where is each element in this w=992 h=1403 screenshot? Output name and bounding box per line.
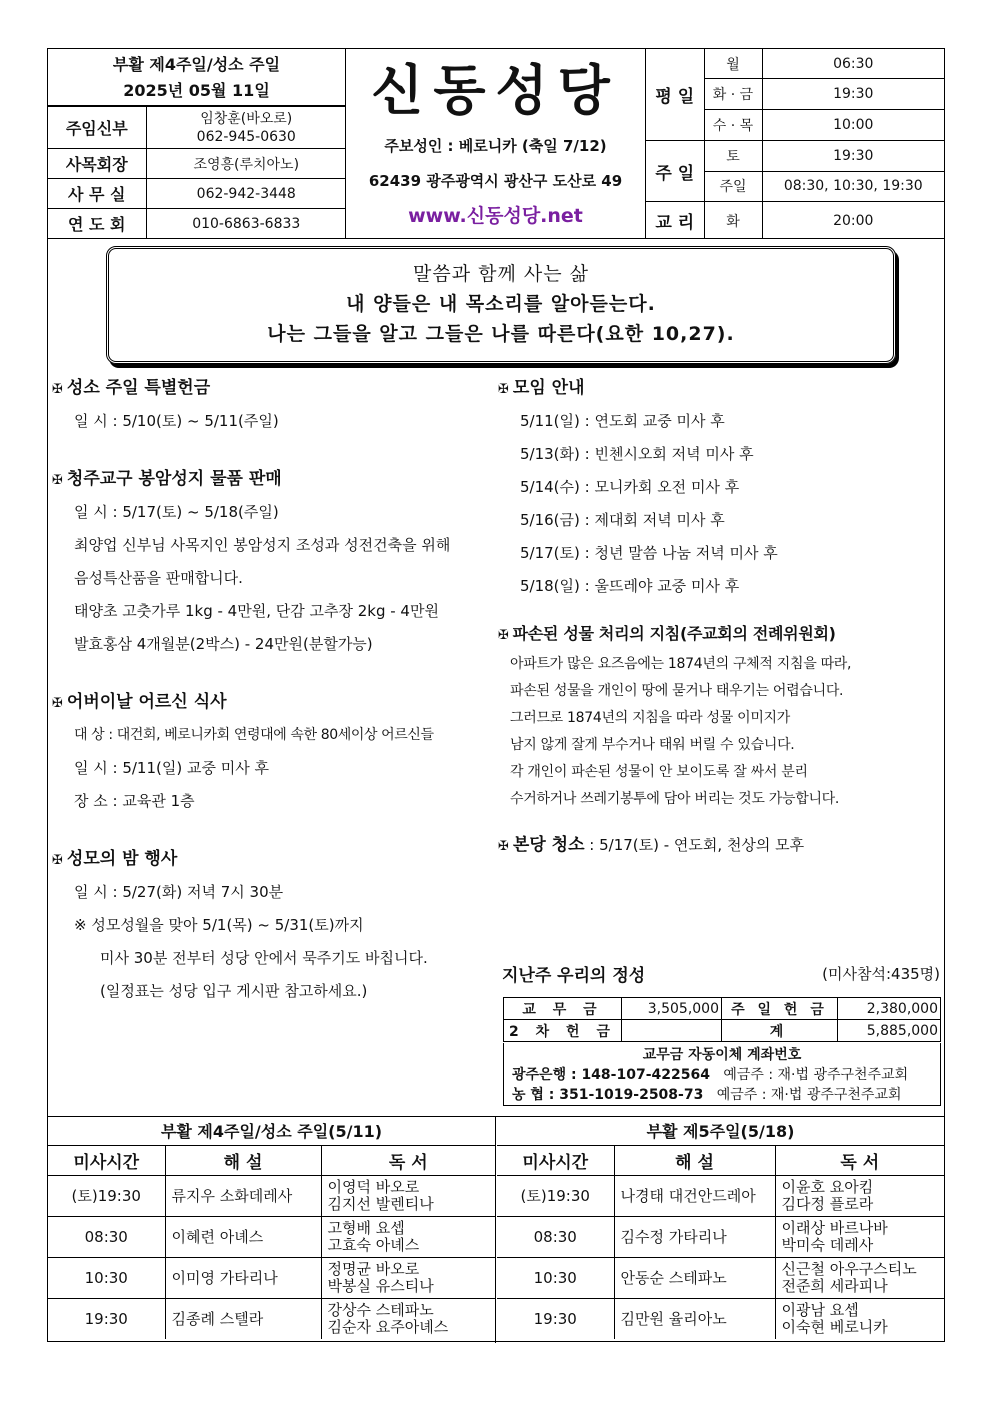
reader: 강상수 스테파노 bbox=[327, 1300, 434, 1319]
bank-account: 농 협 : 351-1019-2508-73 bbox=[512, 1087, 704, 1103]
cross-icon: ✠ bbox=[498, 628, 509, 643]
mass-time: 10:30 bbox=[48, 1257, 165, 1298]
col-header: 독 서 bbox=[321, 1145, 495, 1175]
readers bbox=[321, 1257, 495, 1298]
schedule-day: 월 bbox=[704, 49, 762, 79]
schedule-day: 화 bbox=[704, 202, 762, 239]
col-header: 해 설 bbox=[165, 1145, 321, 1175]
header-title-block bbox=[346, 49, 646, 239]
cleaning-notice bbox=[498, 829, 944, 863]
guideline-line: 파손된 성물을 개인이 땅에 묻거나 태우기는 어렵습니다. bbox=[510, 683, 844, 699]
reader: 고효숙 아녜스 bbox=[327, 1235, 420, 1254]
account-row bbox=[504, 1085, 940, 1105]
section-title bbox=[498, 373, 944, 405]
notice-line: 대 상 : 대건회, 베로니카회 연령대에 속한 80세이상 어르신들 bbox=[74, 727, 434, 743]
offering-total: 5,885,000 bbox=[838, 1020, 941, 1042]
attendance-count: (미사참석:435명) bbox=[822, 965, 940, 983]
roster-row bbox=[497, 1175, 944, 1216]
notice-line: 장 소 : 교육관 1층 bbox=[74, 792, 195, 810]
commentator: 류지우 소화데레사 bbox=[165, 1175, 321, 1216]
info-value bbox=[146, 107, 346, 149]
readers bbox=[321, 1216, 495, 1257]
schedule-day: 화 · 금 bbox=[704, 79, 762, 110]
notice-line: 음성특산품을 판매합니다. bbox=[74, 569, 243, 587]
offering-amount: 3,505,000 bbox=[622, 998, 722, 1020]
commentator: 이미영 가타리나 bbox=[165, 1257, 321, 1298]
offering-amount bbox=[622, 1020, 722, 1042]
readers bbox=[775, 1257, 944, 1298]
scripture-banner bbox=[106, 246, 896, 364]
guideline-line: 수거하거나 쓰레기봉투에 담아 버리는 것도 가능합니다. bbox=[510, 791, 840, 807]
guideline-line: 각 개인이 파손된 성물이 안 보이도록 잘 싸서 분리 bbox=[510, 764, 808, 780]
cross-icon: ✠ bbox=[498, 839, 509, 854]
offering-label: 계 bbox=[722, 1020, 838, 1042]
guideline-line: 남지 않게 잘게 부수거나 태워 버릴 수 있습니다. bbox=[510, 737, 795, 753]
bulletin-date: 2025년 05월 11일 bbox=[123, 81, 270, 100]
schedule-time: 08:30, 10:30, 19:30 bbox=[762, 171, 944, 202]
roster-week-2 bbox=[497, 1117, 944, 1343]
yeondo-phone: 010-6863-6833 bbox=[146, 209, 346, 239]
reader: 정명균 바오로 bbox=[327, 1259, 420, 1278]
account-title: 교무금 자동이체 계좌번호 bbox=[642, 1047, 802, 1063]
mass-schedule-table bbox=[646, 49, 944, 239]
bulletin-page bbox=[47, 48, 945, 1342]
meeting-item: 5/11(일) : 연도회 교중 미사 후 bbox=[520, 412, 725, 430]
autopay-accounts bbox=[503, 1043, 941, 1106]
offering-amount: 2,380,000 bbox=[838, 998, 941, 1020]
commentator: 이혜련 아녜스 bbox=[165, 1216, 321, 1257]
notice-line: 일 시 : 5/10(토) ~ 5/11(주일) bbox=[74, 412, 279, 430]
col-header: 미사시간 bbox=[48, 1145, 165, 1175]
notice-line: 최양업 신부님 사목지인 봉암성지 조성과 성전건축을 위해 bbox=[74, 536, 451, 554]
notice-line: 일 시 : 5/11(일) 교중 미사 후 bbox=[74, 759, 269, 777]
roster-table bbox=[48, 1117, 495, 1339]
schedule-day: 수 · 목 bbox=[704, 110, 762, 141]
roster-row bbox=[497, 1298, 944, 1339]
meeting-item: 5/17(토) : 청년 말씀 나눔 저녁 미사 후 bbox=[520, 544, 778, 562]
schedule-time: 10:00 bbox=[762, 110, 944, 141]
reader: 전준희 세라피나 bbox=[781, 1276, 888, 1295]
patron-saint: 주보성인 : 베로니카 (축일 7/12) bbox=[384, 137, 607, 155]
header-info bbox=[48, 49, 346, 239]
offering-title bbox=[502, 961, 942, 986]
guideline-line: 아파트가 많은 요즈음에는 1874년의 구체적 지침을 따라, bbox=[510, 656, 852, 672]
section-title-text: 본당 청소 bbox=[512, 835, 585, 855]
meeting-item: 5/16(금) : 제대회 저녁 미사 후 bbox=[520, 511, 725, 529]
reader: 이숙현 베로니카 bbox=[781, 1317, 888, 1336]
sunday-label: 주 일 bbox=[646, 140, 704, 201]
info-label: 사 무 실 bbox=[48, 179, 146, 209]
reader: 김다정 플로라 bbox=[781, 1194, 874, 1213]
mass-time: 19:30 bbox=[497, 1298, 614, 1339]
schedule-time: 20:00 bbox=[762, 202, 944, 239]
notice-line: 발효홍삼 4개월분(2박스) - 24만원(분할가능) bbox=[74, 635, 373, 653]
meeting-item: 5/13(화) : 빈첸시오회 저녁 미사 후 bbox=[520, 445, 754, 463]
schedule-time: 19:30 bbox=[762, 79, 944, 110]
readers bbox=[775, 1298, 944, 1339]
reader: 이영덕 바오로 bbox=[327, 1177, 420, 1196]
section-title bbox=[52, 373, 492, 405]
info-label: 사목회장 bbox=[48, 149, 146, 179]
offering-label: 2 차 헌 금 bbox=[504, 1020, 622, 1042]
account-holder: 예금주 : 재·법 광주구천주교회 bbox=[723, 1067, 909, 1083]
pastor-phone: 062-945-0630 bbox=[196, 128, 296, 145]
mass-time: 08:30 bbox=[497, 1216, 614, 1257]
mass-time: 19:30 bbox=[48, 1298, 165, 1339]
schedule-day: 주일 bbox=[704, 171, 762, 202]
cross-icon: ✠ bbox=[498, 382, 509, 397]
schedule-time: 06:30 bbox=[762, 49, 944, 79]
notice-line: 일 시 : 5/17(토) ~ 5/18(주일) bbox=[74, 503, 279, 521]
offering-heading: 지난주 우리의 정성 bbox=[502, 966, 646, 986]
account-row bbox=[504, 1065, 940, 1085]
col-header: 독 서 bbox=[775, 1145, 944, 1175]
liturgical-day: 부활 제4주일/성소 주일 bbox=[112, 55, 281, 74]
roster-table bbox=[497, 1117, 944, 1339]
section-title-text: 어버이날 어르신 식사 bbox=[66, 692, 227, 712]
cross-icon: ✠ bbox=[52, 382, 63, 397]
pastor-name: 임창훈(바오로) bbox=[200, 110, 293, 127]
section-title-text: 모임 안내 bbox=[512, 378, 585, 398]
account-holder: 예금주 : 재·법 광주구천주교회 bbox=[716, 1087, 902, 1103]
reader: 고형배 요셉 bbox=[327, 1218, 405, 1237]
notice-line: ※ 성모성월을 맞아 5/1(목) ~ 5/31(토)까지 bbox=[74, 916, 364, 934]
mass-time: (토)19:30 bbox=[497, 1175, 614, 1216]
reader: 이래상 바르나바 bbox=[781, 1218, 888, 1237]
bank-account: 광주은행 : 148-107-422564 bbox=[512, 1067, 710, 1083]
roster-row bbox=[497, 1257, 944, 1298]
offering-label: 주 일 헌 금 bbox=[722, 998, 838, 1020]
roster-row bbox=[48, 1175, 495, 1216]
reader: 신근철 아우구스티노 bbox=[781, 1259, 917, 1278]
contact-table bbox=[48, 106, 346, 239]
office-phone: 062-942-3448 bbox=[146, 179, 346, 209]
roster-title: 부활 제4주일/성소 주일(5/11) bbox=[48, 1117, 495, 1145]
reader: 김지선 발렌티나 bbox=[327, 1194, 434, 1213]
banner-verse-1: 내 양들은 내 목소리를 알아듣는다. bbox=[346, 293, 656, 315]
notice-line: 태양초 고춧가루 1kg - 4만원, 단감 고추장 2kg - 4만원 bbox=[74, 602, 439, 620]
offering-label: 교 무 금 bbox=[504, 998, 622, 1020]
schedule-day: 토 bbox=[704, 140, 762, 171]
commentator: 김만원 율리아노 bbox=[614, 1298, 775, 1339]
roster-week-1 bbox=[48, 1117, 496, 1343]
reader: 박봉실 유스티나 bbox=[327, 1276, 434, 1295]
cross-icon: ✠ bbox=[52, 473, 63, 488]
section-title-text: 파손된 성물 처리의 지침(주교회의 전례위원회) bbox=[512, 624, 836, 643]
reader: 김순자 요주아녜스 bbox=[327, 1317, 449, 1336]
schedule-time: 19:30 bbox=[762, 140, 944, 171]
section-title-text: 청주교구 봉암성지 물품 판매 bbox=[66, 469, 282, 489]
ministry-roster bbox=[48, 1116, 944, 1342]
mass-time: 10:30 bbox=[497, 1257, 614, 1298]
cross-icon: ✠ bbox=[52, 853, 63, 868]
left-column bbox=[52, 373, 492, 1008]
roster-row bbox=[48, 1216, 495, 1257]
mass-schedule bbox=[646, 49, 944, 239]
roster-row bbox=[48, 1298, 495, 1339]
section-title bbox=[52, 464, 492, 496]
section-title-text: 성소 주일 특별헌금 bbox=[66, 378, 211, 398]
section-title bbox=[498, 619, 944, 651]
readers bbox=[321, 1298, 495, 1339]
readers bbox=[775, 1216, 944, 1257]
readers bbox=[321, 1175, 495, 1216]
info-label: 주임신부 bbox=[48, 107, 146, 149]
date-box bbox=[48, 49, 345, 106]
mass-time: (토)19:30 bbox=[48, 1175, 165, 1216]
roster-row bbox=[48, 1257, 495, 1298]
right-column bbox=[498, 373, 944, 863]
commentator: 김종례 스텔라 bbox=[165, 1298, 321, 1339]
offering-table bbox=[503, 997, 941, 1042]
roster-row bbox=[497, 1216, 944, 1257]
mass-time: 08:30 bbox=[48, 1216, 165, 1257]
notice-line: 미사 30분 전부터 성당 안에서 묵주기도 바칩니다. bbox=[100, 949, 428, 967]
readers bbox=[775, 1175, 944, 1216]
banner-heading: 말씀과 함께 사는 삶 bbox=[413, 263, 589, 285]
section-title-text: 성모의 밤 행사 bbox=[66, 849, 178, 869]
commentator: 김수정 가타리나 bbox=[614, 1216, 775, 1257]
section-title bbox=[52, 687, 492, 719]
info-label: 연 도 회 bbox=[48, 209, 146, 239]
section-title bbox=[52, 844, 492, 876]
guideline-line: 그러므로 1874년의 지침을 따라 성물 이미지가 bbox=[510, 710, 790, 726]
council-president: 조영흥(루치아노) bbox=[146, 149, 346, 179]
commentator: 안동순 스테파노 bbox=[614, 1257, 775, 1298]
commentator: 나경태 대건안드레아 bbox=[614, 1175, 775, 1216]
reader: 박미숙 데레사 bbox=[781, 1235, 874, 1254]
notice-line: 일 시 : 5/27(화) 저녁 7시 30분 bbox=[74, 883, 284, 901]
roster-title: 부활 제5주일(5/18) bbox=[497, 1117, 944, 1145]
address: 62439 광주광역시 광산구 도산로 49 bbox=[368, 172, 623, 190]
reader: 이윤호 요아킴 bbox=[781, 1177, 874, 1196]
col-header: 해 설 bbox=[614, 1145, 775, 1175]
website-link[interactable]: www.신동성당.net bbox=[408, 205, 583, 227]
church-name: 신동성당 bbox=[371, 59, 620, 122]
col-header: 미사시간 bbox=[497, 1145, 614, 1175]
reader: 이광남 요셉 bbox=[781, 1300, 859, 1319]
meeting-item: 5/18(일) : 울뜨레야 교중 미사 후 bbox=[520, 577, 740, 595]
header bbox=[48, 49, 944, 239]
banner-verse-2: 나는 그들을 알고 그들은 나를 따른다(요한 10,27). bbox=[267, 323, 735, 345]
cleaning-detail: : 5/17(토) - 연도회, 천상의 모후 bbox=[584, 836, 805, 854]
weekday-label: 평 일 bbox=[646, 49, 704, 140]
cross-icon: ✠ bbox=[52, 696, 63, 711]
meeting-item: 5/14(수) : 모니카회 오전 미사 후 bbox=[520, 478, 740, 496]
catechism-label: 교 리 bbox=[646, 202, 704, 239]
notice-line: (일정표는 성당 입구 게시판 참고하세요.) bbox=[100, 982, 368, 1000]
